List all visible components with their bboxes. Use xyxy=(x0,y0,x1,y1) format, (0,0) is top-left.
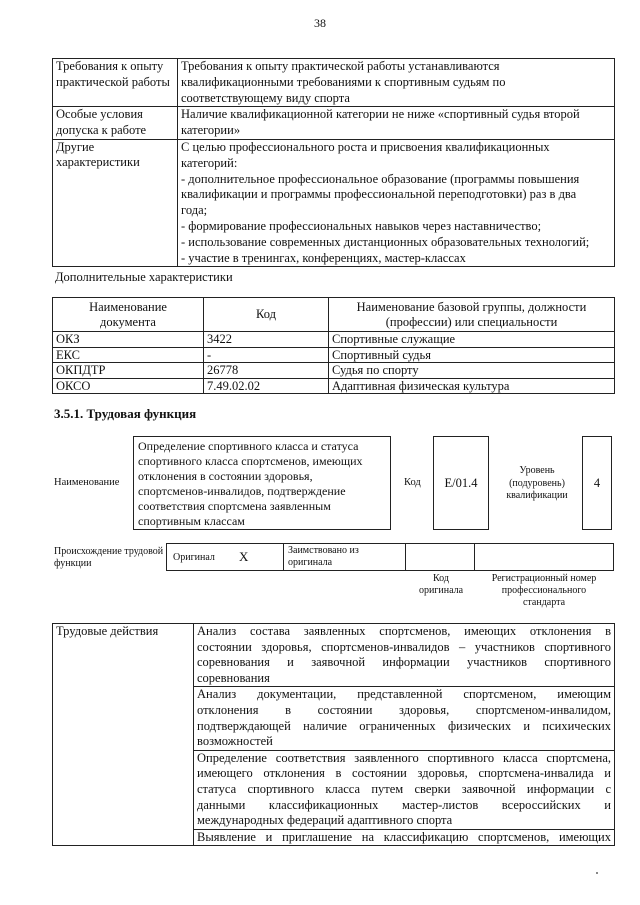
text-line: Наличие квалификационной категории не ниже «спортивный судья второй xyxy=(181,107,580,122)
text-line: данными классификационных мастер-листов всероссийских и xyxy=(197,797,611,812)
row-label: Требования к опыту практической работы xyxy=(53,59,178,107)
text-line: подтверждающей наличие ограниченных физических и психических xyxy=(197,718,611,733)
name-label: Наименование xyxy=(54,477,120,488)
table-cell: ОКЗ xyxy=(53,332,204,348)
text-line: квалификации и программы профессиональной переподготовки) раз в два xyxy=(181,187,577,202)
text-line: спортивного класса спортсменов, имеющих xyxy=(138,454,363,468)
additional-table xyxy=(52,297,615,394)
text-line: Требования к опыту практической работы устанавливаются xyxy=(181,59,500,73)
page-number: 38 xyxy=(314,16,326,30)
table-cell: ЕКС xyxy=(53,347,204,363)
table-row xyxy=(53,139,615,266)
text-line: отклонения в состоянии здоровья, спортсменом-инвалидом, xyxy=(197,702,611,717)
table-cell: Спортивные служащие xyxy=(329,332,615,348)
table-cell: ОКСО xyxy=(53,378,204,394)
row-value xyxy=(178,59,615,107)
level-value-box: 4 xyxy=(582,436,612,530)
text-line: Определение соответствия заявленного спортивного класса спортсмена, xyxy=(197,750,611,765)
text-line: спортивным классам xyxy=(138,514,245,528)
text-line: Анализ документации, представленной спортсменом, имеющим xyxy=(197,687,611,702)
table-cell: 3422 xyxy=(204,332,329,348)
row-value xyxy=(178,107,615,140)
reg-number-label: Регистрационный номер профессионального стандарта xyxy=(491,573,597,608)
divider xyxy=(405,543,406,571)
labor-actions-table xyxy=(52,623,615,846)
table-row xyxy=(53,378,615,394)
text-line: соревнования и заявочной информации участников спортивного xyxy=(197,655,611,670)
text-line: квалификационными требованиями к спортивным судьям по xyxy=(181,74,506,89)
requirements-table xyxy=(52,58,615,267)
original-label: Оригинал xyxy=(173,552,215,563)
row-label: Трудовые действия xyxy=(53,624,194,846)
text-line: - использование современных дистанционных образовательных технологий; xyxy=(181,234,590,249)
text-line: - участие в тренингах, конференциях, мастер-классах xyxy=(181,250,466,265)
text-line: Анализ состава заявленных спортсменов, имеющих отклонения в xyxy=(197,624,611,638)
table-cell: - xyxy=(204,347,329,363)
origin-label: Происхождение трудовой функции xyxy=(54,546,164,569)
table-cell: ОКПДТР xyxy=(53,363,204,379)
text-line: имеющего отклонения в состоянии здоровья, спортсмена-инвалида и xyxy=(197,766,611,781)
divider xyxy=(474,543,475,571)
text-line: соревнования xyxy=(197,670,270,685)
additional-heading: Дополнительные характеристики xyxy=(55,270,233,284)
column-header: Наименование документа xyxy=(53,298,204,332)
table-row xyxy=(53,107,615,140)
text-line: спортсменов-инвалидов, подтверждение xyxy=(138,484,346,498)
text-line: - формирование профессиональных навыков через наставничество; xyxy=(181,218,542,233)
text-line: возможностей xyxy=(197,734,273,749)
text-line: - дополнительное профессиональное образование (программы повышения xyxy=(181,171,580,186)
text-line: категории» xyxy=(181,123,241,138)
row-label: Другие характеристики xyxy=(53,139,178,266)
table-row xyxy=(53,332,615,348)
column-header: Код xyxy=(204,298,329,332)
table-row xyxy=(53,59,615,107)
borrowed-label: Заимствовано из оригинала xyxy=(288,545,359,568)
table-cell: 26778 xyxy=(204,363,329,379)
action-cell xyxy=(194,829,615,846)
original-code-label: Код оригинала xyxy=(418,573,464,596)
divider xyxy=(283,543,284,571)
table-row xyxy=(53,624,615,687)
section-title: 3.5.1. Трудовая функция xyxy=(54,406,197,421)
row-label: Особые условия допуска к работе xyxy=(53,107,178,140)
code-label: Код xyxy=(404,477,421,488)
table-cell: 7.49.02.02 xyxy=(204,378,329,394)
text-line: отклонения в состоянии здоровья, xyxy=(138,469,313,483)
code-value-box: E/01.4 xyxy=(433,436,489,530)
table-header-row xyxy=(53,298,615,332)
original-mark: X xyxy=(239,549,249,564)
function-name-box xyxy=(133,436,391,530)
text-line: международных федераций адаптивного спорта xyxy=(197,813,453,828)
table-row xyxy=(53,363,615,379)
text-line: соответствия спортсмена заявленным xyxy=(138,499,331,513)
text-line: категорий: xyxy=(181,155,238,170)
column-header: Наименование базовой группы, должности (профессии) или специальности xyxy=(329,298,615,332)
action-cell xyxy=(194,750,615,829)
text-line: Выявление и приглашение на классификацию спортсменов, имеющих xyxy=(197,829,611,844)
action-cell xyxy=(194,687,615,750)
text-line: Определение спортивного класса и статуса xyxy=(138,439,359,453)
text-line: состоянии здоровья, спортсменов-инвалидов – участников спортивного xyxy=(197,639,611,654)
level-label: Уровень (подуровень) квалификации xyxy=(506,465,568,501)
text-line: соответствующему виду спорта xyxy=(181,90,350,105)
table-row xyxy=(53,347,615,363)
text-line: С целью профессионального роста и присвоения квалификационных xyxy=(181,139,550,154)
scan-dot xyxy=(596,872,598,874)
table-cell: Спортивный судья xyxy=(329,347,615,363)
text-line: статуса спортивного класса путем сверки заявочной информации с xyxy=(197,781,611,796)
table-cell: Адаптивная физическая культура xyxy=(329,378,615,394)
table-cell: Судья по спорту xyxy=(329,363,615,379)
row-value xyxy=(178,139,615,266)
action-cell xyxy=(194,624,615,687)
text-line: года; xyxy=(181,203,208,218)
